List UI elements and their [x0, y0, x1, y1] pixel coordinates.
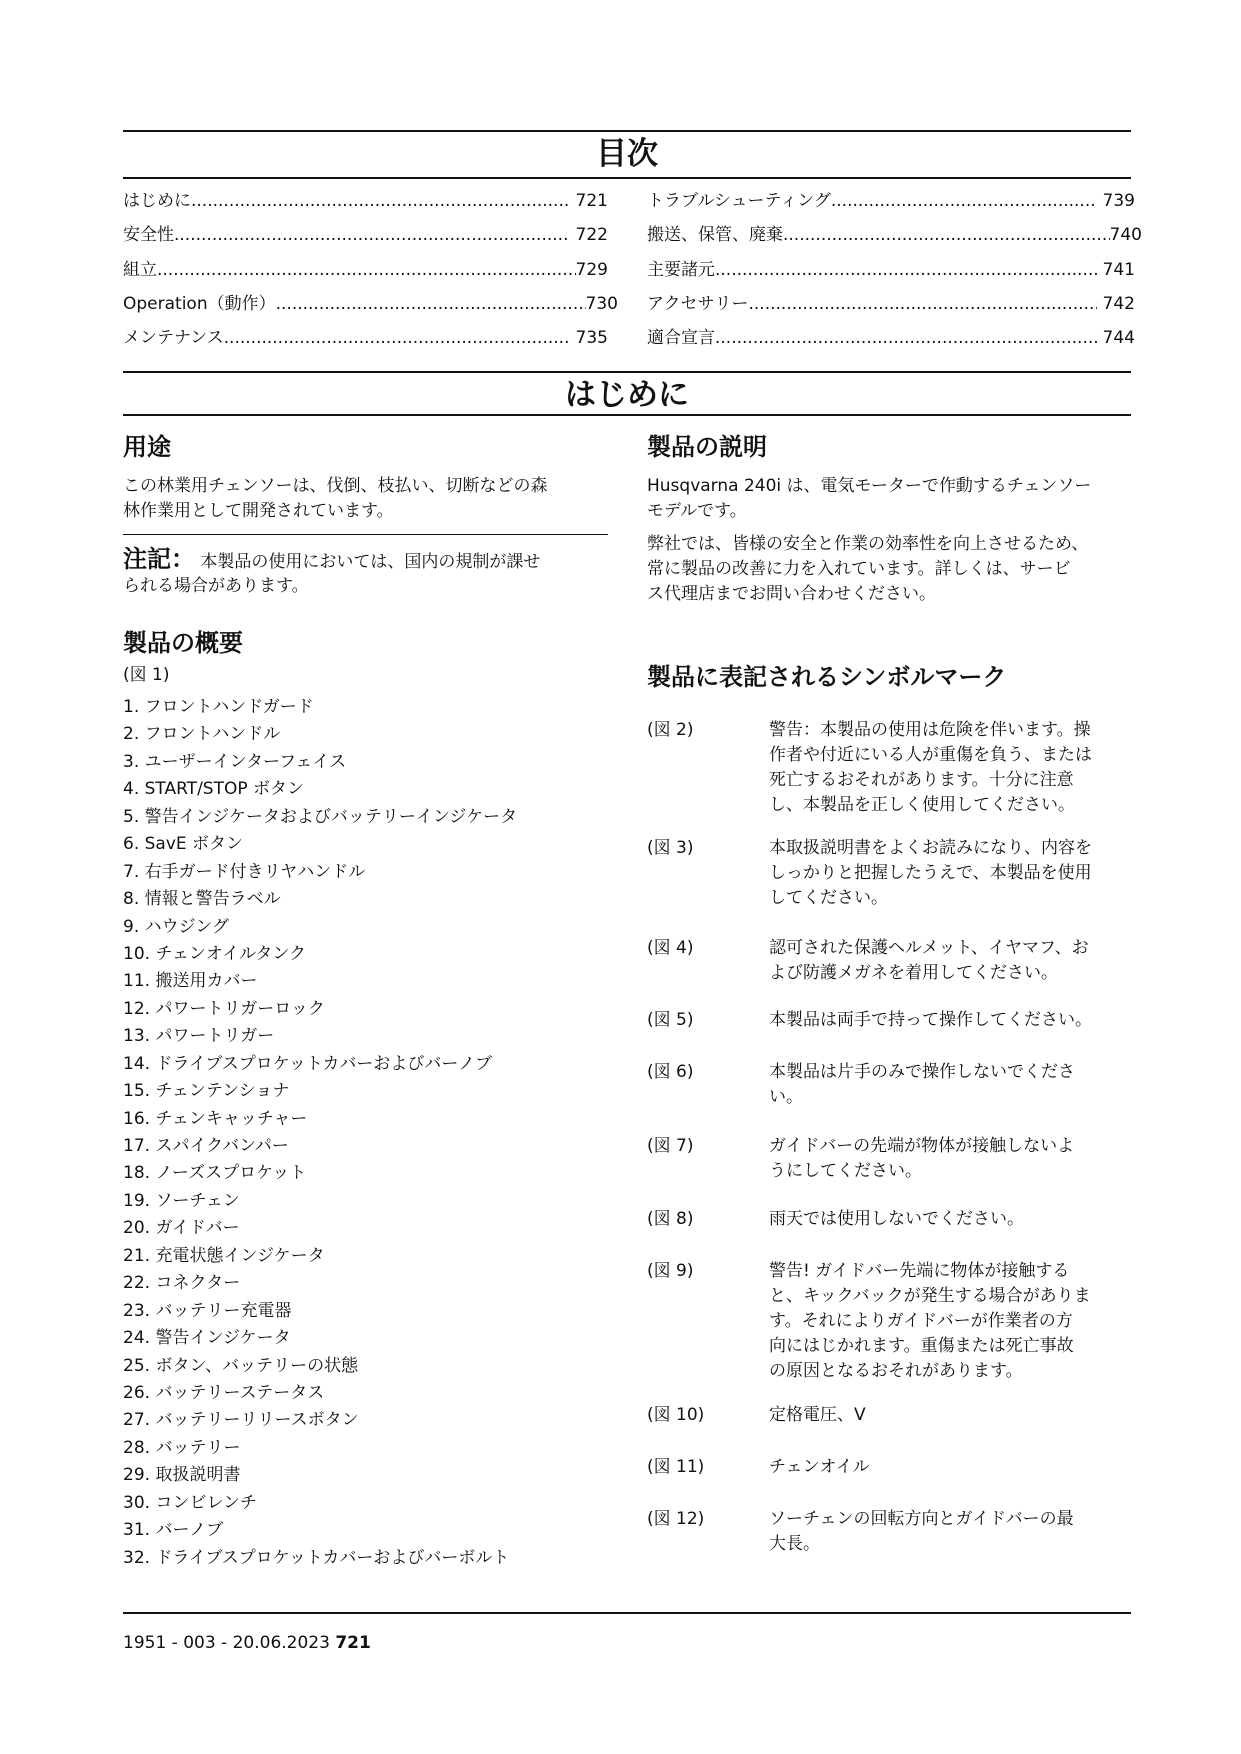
list-item: 16. チェンキャッチャー	[123, 1108, 308, 1129]
symbol-description: 警告! ガイドバー先端に物体が接触する と、キックバックが発生する場合がありま す。それによりガイドバーが作業者の方 向にはじかれます。重傷または死亡事故 の原因となるおそれがあります。	[769, 1261, 1091, 1381]
symbol-description: 本製品は片手のみで操作しないでくださ い。	[769, 1062, 1075, 1107]
toc-title-rule	[123, 177, 1131, 179]
toc-entry-page: 741	[1102, 260, 1135, 280]
list-item: 2. フロントハンドル	[123, 724, 281, 745]
list-item: 22. コネクター	[123, 1273, 241, 1294]
overview-figure-ref: (図 1)	[123, 665, 170, 685]
symbol-description: 本製品は両手で持って操作してください。	[769, 1010, 1092, 1030]
symbol-figure-ref: (図 10)	[647, 1405, 705, 1425]
intro-title-rule	[123, 414, 1131, 416]
symbol-description: 定格電圧、V	[769, 1405, 866, 1425]
list-item: 21. 充電状態インジケータ	[123, 1245, 325, 1266]
list-item: 26. バッテリーステータス	[123, 1382, 325, 1403]
list-item: 17. スパイクバンパー	[123, 1136, 289, 1156]
symbol-description: ガイドバーの先端が物体が接触しないよ うにしてください。	[769, 1136, 1075, 1181]
list-item: 9. ハウジング	[123, 916, 229, 937]
toc-entry-label: 搬送、保管、廃棄	[647, 225, 783, 245]
list-item: 30. コンビレンチ	[123, 1492, 258, 1513]
toc-entry-page: 721	[575, 191, 608, 211]
list-item: 11. 搬送用カバー	[123, 971, 258, 992]
toc-entry-label: 主要諸元	[647, 260, 715, 280]
toc-entry[interactable]	[123, 190, 608, 212]
note-block: 注記： 本製品の使用においては、国内の規制が課せ られる場合があります。	[123, 545, 541, 596]
list-item: 6. SavE ボタン	[123, 834, 244, 855]
purpose-heading: 用途	[123, 433, 171, 461]
symbol-description: チェンオイル	[769, 1457, 870, 1477]
toc-top-rule	[123, 130, 1131, 132]
note-label: 注記：	[123, 545, 195, 573]
toc-entry-label: 組立	[123, 260, 157, 280]
symbol-figure-ref: (図 3)	[647, 838, 694, 858]
list-item: 5. 警告インジケータおよびバッテリーインジケータ	[123, 806, 518, 827]
list-item: 32. ドライブスプロケットカバーおよびバーボルト	[123, 1547, 510, 1568]
intro-top-rule	[123, 371, 1131, 373]
list-item: 19. ソーチェン	[123, 1190, 240, 1211]
toc-entry[interactable]	[123, 293, 618, 315]
component-list	[123, 694, 517, 1572]
note-rule	[123, 534, 608, 535]
page-footer	[123, 1632, 371, 1654]
overview-heading: 製品の概要	[123, 629, 243, 657]
list-item: 31. バーノブ	[123, 1520, 224, 1541]
toc-entry[interactable]	[123, 327, 608, 349]
note-text: 本製品の使用においては、国内の規制が課せ	[200, 552, 541, 572]
toc-entry[interactable]	[647, 327, 1135, 349]
footer-rule	[123, 1612, 1131, 1614]
toc-entry-page: 735	[575, 328, 608, 348]
toc-entry[interactable]	[123, 259, 608, 281]
list-item: 24. 警告インジケータ	[123, 1328, 291, 1349]
footer-doc-code: 1951 - 003 - 20.06.2023	[123, 1633, 330, 1653]
list-item: 29. 取扱説明書	[123, 1465, 241, 1486]
symbol-figure-ref: (図 6)	[647, 1062, 694, 1082]
list-item: 8. 情報と警告ラベル	[123, 889, 281, 910]
list-item: 3. ユーザーインターフェイス	[123, 751, 347, 772]
symbols-heading: 製品に表記されるシンボルマーク	[647, 663, 1007, 691]
toc-entry[interactable]	[647, 224, 1142, 246]
list-item: 15. チェンテンショナ	[123, 1081, 290, 1102]
list-item: 28. バッテリー	[123, 1437, 241, 1458]
intro-title: はじめに	[565, 377, 689, 413]
toc-entry-page: 744	[1102, 328, 1135, 348]
list-item: 13. パワートリガー	[123, 1026, 275, 1047]
list-item: 25. ボタン、バッテリーの状態	[123, 1355, 359, 1376]
symbol-figure-ref: (図 4)	[647, 938, 694, 958]
symbol-description: 本取扱説明書をよくお読みになり、内容を しっかりと把握したうえで、本製品を使用 してください。	[769, 838, 1092, 908]
list-item: 23. バッテリー充電器	[123, 1300, 292, 1321]
toc-entry-label: はじめに	[123, 191, 191, 211]
list-item: 10. チェンオイルタンク	[123, 943, 307, 964]
description-heading: 製品の説明	[647, 433, 767, 461]
symbol-figure-ref: (図 12)	[647, 1509, 705, 1529]
toc-entry-page: 742	[1102, 294, 1135, 314]
symbol-description: 雨天では使用しないでください。	[769, 1209, 1024, 1229]
symbol-figure-ref: (図 8)	[647, 1209, 694, 1229]
toc-entry-page: 739	[1102, 191, 1135, 211]
toc-entry[interactable]	[123, 224, 608, 246]
symbol-description: 認可された保護ヘルメット、イヤマフ、お よび防護メガネを着用してください。	[769, 938, 1089, 983]
toc-entry-label: トラブルシューティング	[647, 191, 831, 211]
toc-entry-label: 適合宣言	[647, 328, 715, 348]
toc-entry-page: 730	[585, 294, 618, 314]
toc-entry-label: 安全性	[123, 225, 174, 245]
symbol-figure-ref: (図 11)	[647, 1457, 705, 1477]
list-item: 7. 右手ガード付きリヤハンドル	[123, 861, 366, 882]
toc-entry-label: メンテナンス	[123, 328, 224, 348]
list-item: 20. ガイドバー	[123, 1218, 240, 1239]
toc-entry[interactable]	[647, 259, 1135, 281]
list-item: 18. ノーズスプロケット	[123, 1163, 307, 1184]
toc-entry-page: 729	[575, 260, 608, 280]
toc-entry-page: 722	[575, 225, 608, 245]
symbol-figure-ref: (図 2)	[647, 720, 694, 740]
symbol-figure-ref: (図 5)	[647, 1010, 694, 1030]
symbol-description: 警告：本製品の使用は危険を伴います。操 作者や付近にいる人が重傷を負う、または 死亡するおそれがあります。十分に注意 し、本製品を正しく使用してください。	[769, 720, 1092, 815]
list-item: 27. バッテリーリリースボタン	[123, 1410, 359, 1431]
toc-entry[interactable]	[647, 190, 1135, 212]
description-text-1: Husqvarna 240i は、電気モーターで作動するチェンソー モデルです。	[647, 476, 1092, 521]
list-item: 12. パワートリガーロック	[123, 998, 325, 1019]
toc-entry[interactable]	[647, 293, 1135, 315]
symbol-description: ソーチェンの回転方向とガイドバーの最 大長。	[769, 1509, 1074, 1554]
list-item: 14. ドライブスプロケットカバーおよびバーノブ	[123, 1053, 493, 1074]
list-item: 1. フロントハンドガード	[123, 697, 314, 717]
toc-entry-label: アクセサリー	[647, 294, 749, 314]
symbol-figure-ref: (図 9)	[647, 1261, 694, 1281]
purpose-text: この林業用チェンソーは、伐倒、枝払い、切断などの森 林作業用として開発されています。	[123, 476, 548, 521]
footer-page-number: 721	[335, 1633, 371, 1653]
toc-entry-label: Operation（動作）	[123, 294, 276, 314]
description-text-2: 弊社では、皆様の安全と作業の効率性を向上させるため、 常に製品の改善に力を入れています。詳しくは、サービ ス代理店までお問い合わせください。	[647, 534, 1089, 604]
toc-entry-page: 740	[1109, 225, 1142, 245]
toc-title: 目次	[596, 136, 658, 172]
list-item: 4. START/STOP ボタン	[123, 779, 305, 800]
symbol-figure-ref: (図 7)	[647, 1136, 694, 1156]
